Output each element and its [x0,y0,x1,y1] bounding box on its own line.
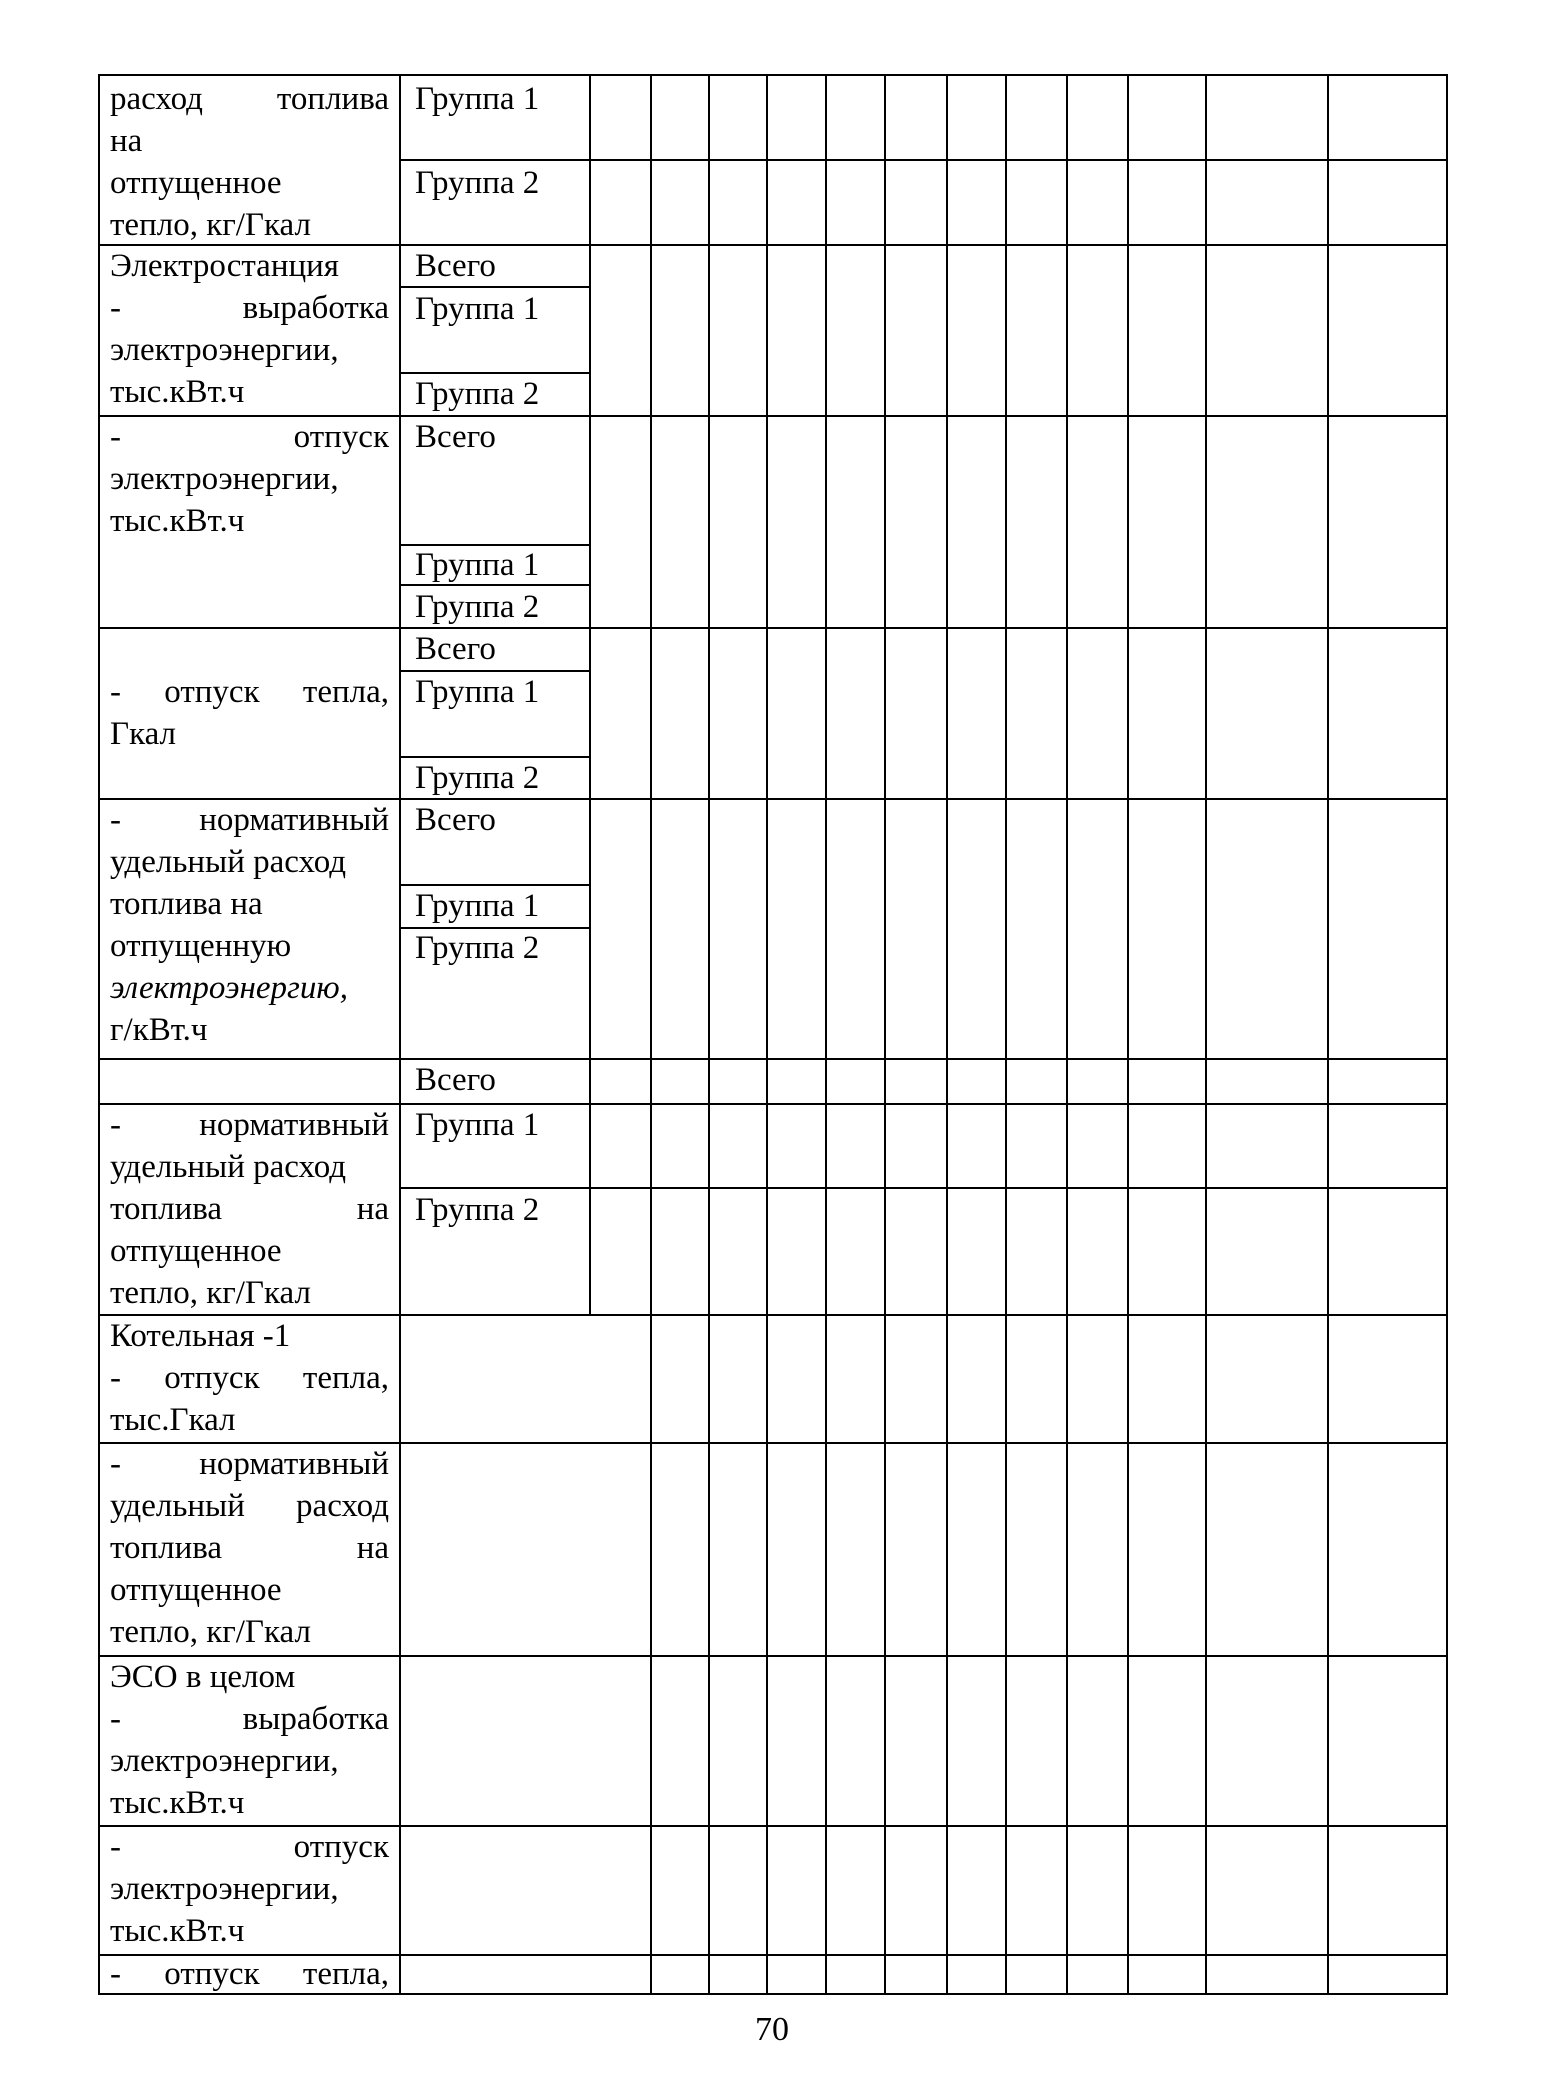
column-rule [946,74,948,1995]
column-rule [884,74,886,1995]
row-label [110,671,389,755]
group-label: Группа 2 [415,930,540,966]
label-line: электроэнергии, [110,1743,339,1779]
group-label: Группа 1 [415,81,540,117]
column-rule [650,74,652,1995]
group-label: Всего [415,631,496,667]
label-line: отпущенное [110,165,282,201]
group-label: Всего [415,248,496,284]
label-line: тыс.Гкал [110,1402,236,1438]
group-label: Группа 2 [415,165,540,201]
label-line: - отпуск [110,1829,389,1865]
row-label [110,1104,389,1314]
label-line: тепло, кг/Гкал [110,1614,311,1650]
label-line: - выработка [110,290,389,326]
label-line: расход топлива [110,81,389,117]
label-line: удельный расход [110,1488,389,1524]
label-line: отпущенную [110,928,292,964]
label-line: тыс.кВт.ч [110,1913,245,1949]
row-label [110,799,389,1051]
column-rule [589,74,591,1314]
label-line: отпущенное [110,1233,282,1269]
row-rule [98,1058,1448,1060]
label-line: ЭСО в целом [110,1659,296,1695]
table-border-right [1446,74,1448,1995]
label-line: Котельная -1 [110,1318,291,1354]
group-label: Всего [415,1062,496,1098]
row-rule [399,159,1448,161]
page-number: 70 [755,2011,789,2048]
label-line: - отпуск тепла, [110,1360,389,1396]
group-label: Группа 1 [415,674,540,710]
label-line: - отпуск тепла, [110,674,389,710]
label-line: Электростанция [110,248,339,284]
row-label [110,1826,389,1952]
label-line: - нормативный [110,802,389,838]
label-line: на [110,123,143,159]
column-rule [399,74,401,1995]
label-line: электроэнергии, [110,1871,339,1907]
label-line: топлива на [110,1191,389,1227]
label-line: - выработка [110,1701,389,1737]
label-line: г/кВт.ч [110,1012,208,1048]
group-label: Группа 1 [415,547,540,583]
row-label [110,1443,389,1653]
group-label: Группа 2 [415,1192,540,1228]
label-line: - нормативный [110,1446,389,1482]
label-line: электроэнергии, [110,461,339,497]
row-label [110,245,389,413]
label-line: тепло, кг/Гкал [110,1275,311,1311]
column-rule [825,74,827,1995]
group-label: Группа 1 [415,291,540,327]
group-label: Группа 2 [415,760,540,796]
label-line: отпущенное [110,1572,282,1608]
label-line: удельный расход [110,1149,347,1185]
group-label: Группа 2 [415,376,540,412]
table-border-top [98,74,1448,76]
label-line: - отпуск [110,419,389,455]
column-rule [1205,74,1207,1995]
label-line: топлива на [110,886,263,922]
label-line: электроэнергию, [110,970,348,1006]
row-label [110,1315,389,1441]
table-border-left [98,74,100,1995]
label-line: тыс.кВт.ч [110,374,245,410]
column-rule [1066,74,1068,1995]
group-label: Всего [415,802,496,838]
row-label [110,1656,389,1824]
column-rule [1327,74,1329,1995]
row-label [110,1953,389,1995]
label-line: - нормативный [110,1107,389,1143]
group-label: Группа 1 [415,888,540,924]
column-rule [766,74,768,1995]
label-line: тыс.кВт.ч [110,503,245,539]
row-label [110,416,389,542]
label-line: - отпуск тепла, [110,1956,389,1992]
label-line: тыс.кВт.ч [110,1785,245,1821]
label-line: топлива на [110,1530,389,1566]
label-line: удельный расход [110,844,347,880]
column-rule [1005,74,1007,1995]
row-label [110,78,389,246]
label-line: электроэнергии, [110,332,339,368]
column-rule [1127,74,1129,1995]
group-label: Группа 1 [415,1107,540,1143]
label-line: тепло, кг/Гкал [110,207,311,243]
label-line: Гкал [110,716,177,752]
row-rule [399,1187,1448,1189]
row-rule [98,627,1448,629]
data-table [98,74,1448,1995]
column-rule [708,74,710,1995]
group-label: Всего [415,419,496,455]
group-label: Группа 2 [415,589,540,625]
